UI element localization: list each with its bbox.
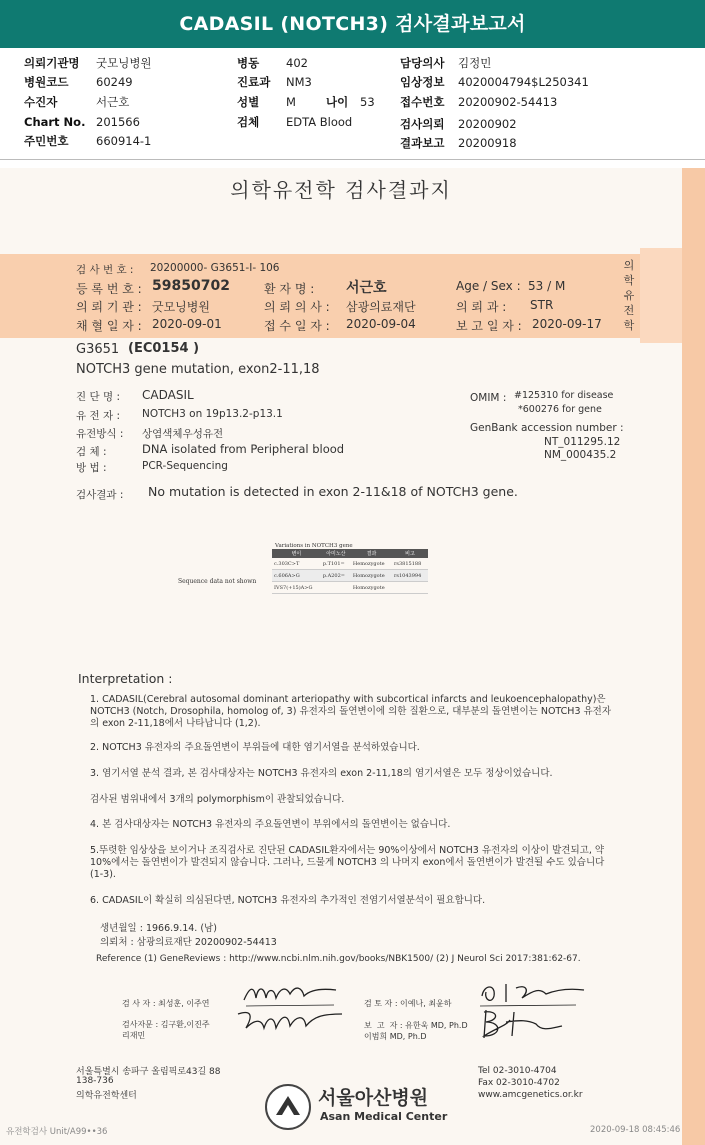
table-row — [272, 582, 428, 594]
table-cell: c.606A>G — [272, 570, 321, 582]
interpretation-item-1: 1. CADASIL(Cerebral autosomal dominant arteriopathy with subcortical infarcts and leukoencephalopathy)은 NOTCH3 (Notch, Drosophila, homolog of, 3) 유전자의 돌연변이에 의한 질환으로, 대부분의 돌연변이는 NOTCH3 유전자의 exon 2-11,18에서 나타납니다 (1,2). — [90, 694, 612, 729]
header-divider — [0, 159, 705, 160]
inheritance-label: 유전방식 : — [76, 428, 124, 440]
value-age: 53 — [360, 95, 375, 109]
label-patient: 수진자 — [24, 95, 58, 109]
report-date-label: 보 고 일 자 : — [456, 319, 522, 333]
label-receipt-no: 접수번호 — [400, 95, 445, 109]
omim-disease: #125310 for disease — [514, 390, 614, 401]
table-cell: c.303C>T — [272, 558, 321, 570]
diagnosis: CADASIL — [142, 388, 194, 402]
test-ec: (EC0154 ) — [128, 341, 200, 356]
label-result-date: 결과보고 — [400, 136, 445, 150]
age-sex-label: Age / Sex : — [456, 279, 521, 293]
variations-header-row — [272, 549, 428, 558]
test-code: G3651 — [76, 342, 120, 357]
collect-date-label: 채 혈 일 자 : — [76, 319, 142, 333]
hospital-name-en: Asan Medical Center — [320, 1110, 448, 1123]
table-cell: rs3815188 — [392, 558, 428, 570]
specimen: DNA isolated from Peripheral blood — [142, 442, 345, 456]
label-ward: 병동 — [237, 56, 260, 70]
value-doctor: 김정민 — [458, 56, 492, 70]
value-request-date: 20200902 — [458, 117, 517, 131]
institution-label: 의 뢰 기 관 : — [76, 300, 142, 314]
interpretation-item-3: 3. 염기서열 분석 결과, 본 검사대상자는 NOTCH3 유전자의 exon 2-11,18의 염기서열은 모두 정상이었습니다. — [90, 768, 553, 779]
gene: NOTCH3 on 19p13.2-p13.1 — [142, 408, 283, 420]
collect-date: 2020-09-01 — [152, 317, 222, 331]
requester-info: 의뢰처 : 삼광의료재단 20200902-54413 — [100, 937, 277, 948]
label-hospital-code: 병원코드 — [24, 75, 69, 89]
value-result-date: 20200918 — [458, 136, 517, 150]
interpretation-item-3-note: 검사된 범위내에서 3개의 polymorphism이 관찰되었습니다. — [90, 794, 345, 805]
value-institution: 굿모닝병원 — [96, 56, 152, 70]
doctor-label: 의 뢰 의 사 : — [264, 300, 330, 314]
website: www.amcgenetics.or.kr — [478, 1090, 583, 1100]
reference: Reference (1) GeneReviews : http://www.ncbi.nlm.nih.gov/books/NBK1500/ (2) J Neurol Sci 2017:381:62-67. — [96, 954, 581, 964]
value-resident-no: 660914-1 — [96, 134, 152, 148]
hospital-logo — [265, 1084, 311, 1130]
age-sex: 53 / M — [528, 279, 566, 293]
table-cell: p.A202= — [321, 570, 351, 582]
doctor-value: 삼광의료재단 — [346, 300, 416, 314]
advisor: 검사자문 : 김구환,이진주 리재민 — [122, 1020, 210, 1040]
result-text: No mutation is detected in exon 2-11&18 of NOTCH3 gene. — [148, 484, 518, 499]
table-row — [272, 558, 428, 570]
variations-table — [272, 549, 428, 594]
variations-col-header: 비고 — [392, 549, 428, 558]
tel: Tel 02-3010-4704 — [478, 1066, 557, 1076]
table-cell: Homozygote — [351, 570, 392, 582]
interpretation-item-4: 4. 본 검사대상자는 NOTCH3 유전자의 주요돌연변이 부위에서의 돌연변이는 없습니다. — [90, 819, 451, 830]
value-patient: 서근호 — [96, 95, 130, 109]
method: PCR-Sequencing — [142, 460, 228, 472]
table-cell — [392, 582, 428, 594]
test-name: NOTCH3 gene mutation, exon2-11,18 — [76, 362, 320, 377]
table-cell: Hemozygote — [351, 558, 392, 570]
value-ward: 402 — [286, 56, 308, 70]
receive-date-label: 접 수 일 자 : — [264, 319, 330, 333]
scanned-report — [0, 168, 705, 1145]
label-institution: 의뢰기관명 — [24, 56, 80, 70]
value-clinical-info: 4020004794$L250341 — [458, 75, 589, 89]
genbank-2: NM_000435.2 — [544, 449, 617, 461]
label-specimen: 검체 — [237, 115, 260, 129]
birth-date: 생년월일 : 1966.9.14. (남) — [100, 923, 217, 934]
value-department: NM3 — [286, 75, 312, 89]
interpretation-title: Interpretation : — [78, 671, 173, 686]
address-line-3: 의학유전학센터 — [76, 1091, 137, 1101]
dept-label: 의 뢰 과 : — [456, 300, 507, 314]
table-cell: p.T101= — [321, 558, 351, 570]
reporter: 보 고 자 : 유한욱 MD, Ph.D 이범희 MD, Ph.D — [364, 1021, 468, 1041]
reporter-signature — [476, 1006, 566, 1042]
institution-value: 굿모닝병원 — [152, 300, 210, 314]
report-title: CADASIL (NOTCH3) 검사결과보고서 — [0, 0, 705, 48]
value-hospital-code: 60249 — [96, 75, 133, 89]
exam-no: 20200000- G3651-I- 106 — [150, 262, 280, 274]
exam-no-label: 검 사 번 호 : — [76, 264, 134, 276]
variations-caption: Variations in NOTCH3 gene — [275, 543, 353, 549]
address-line-2: 138-736 — [76, 1076, 114, 1086]
diagnosis-label: 진 단 명 : — [76, 391, 120, 403]
value-sex: M — [286, 95, 296, 109]
receive-date: 2020-09-04 — [346, 317, 416, 331]
reviewer-signature — [476, 976, 588, 1008]
label-clinical-info: 임상정보 — [400, 75, 445, 89]
advisor-signature — [234, 1006, 346, 1036]
examiner-signature — [240, 976, 340, 1010]
label-request-date: 검사의뢰 — [400, 117, 445, 131]
sequence-note: Sequence data not shown — [178, 578, 257, 585]
value-specimen: EDTA Blood — [286, 115, 353, 129]
reviewer: 검 토 자 : 이예나, 최윤하 — [364, 999, 452, 1008]
interpretation-item-6: 6. CADASIL이 확실히 의심된다면, NOTCH3 유전자의 추가적인 전염기서열분석이 필요합니다. — [90, 895, 486, 906]
vertical-dept-label: 의학유전학 — [623, 259, 635, 332]
inheritance: 상염색체우성유전 — [142, 428, 224, 440]
hospital-logo-icon — [267, 1086, 309, 1128]
label-resident-no: 주민번호 — [24, 134, 69, 148]
variations-col-header: 변이 — [272, 549, 321, 558]
reg-no: 59850702 — [152, 278, 230, 294]
table-cell: Homozygote — [351, 582, 392, 594]
fax: Fax 02-3010-4702 — [478, 1078, 560, 1088]
label-chart-no: Chart No. — [24, 115, 86, 129]
report-date: 2020-09-17 — [532, 317, 602, 331]
print-timestamp: 2020-09-18 08:45:46 — [590, 1125, 681, 1135]
address-line-1: 서울특별시 송파구 올림픽로43길 88 — [76, 1067, 221, 1077]
patient-name-label: 환 자 명 : — [264, 282, 315, 296]
variations-col-header: 결과 — [351, 549, 392, 558]
omim-label: OMIM : — [470, 392, 507, 404]
method-label: 방 법 : — [76, 462, 107, 474]
interpretation-item-2: 2. NOTCH3 유전자의 주요돌연변이 부위들에 대한 염기서열을 분석하였습니다. — [90, 742, 420, 753]
label-doctor: 담당의사 — [400, 56, 445, 70]
form-code: 유전학검사 Unit/A99••36 — [6, 1127, 108, 1137]
table-cell — [321, 582, 351, 594]
value-receipt-no: 20200902-54413 — [458, 95, 558, 109]
label-age: 나이 — [326, 95, 349, 109]
patient-header — [0, 48, 705, 158]
value-chart-no: 201566 — [96, 115, 140, 129]
table-row — [272, 570, 428, 582]
hospital-name-ko: 서울아산병원 — [318, 1087, 429, 1109]
examiner: 검 사 자 : 최성훈, 이주연 — [122, 999, 210, 1008]
label-department: 진료과 — [237, 75, 271, 89]
reg-no-label: 등 록 번 호 : — [76, 282, 142, 296]
specimen-label: 검 체 : — [76, 446, 107, 458]
gene-label: 유 전 자 : — [76, 410, 120, 422]
interpretation-item-5: 5.뚜렷한 임상상을 보이거나 조직검사로 진단된 CADASIL환자에서는 90%이상에서 NOTCH3 유전자의 이상이 발견되고, 약 10%에서는 돌연변이가 발견되지 않습니다. 그러나, 드물게 NOTCH3 의 나머지 exon에서 돌연변이가 발견될 수도 있습니다 (1-3). — [90, 845, 605, 880]
right-edge-stripe — [682, 168, 705, 1145]
patient-info-band-right — [640, 248, 682, 343]
patient-name: 서근호 — [346, 280, 387, 296]
genbank-1: NT_011295.12 — [544, 436, 621, 448]
dept-value: STR — [530, 298, 554, 312]
table-cell: rs1043994 — [392, 570, 428, 582]
label-sex: 성별 — [237, 95, 260, 109]
genbank-label: GenBank accession number : — [470, 422, 624, 434]
table-cell: IVS7(+15)A>G — [272, 582, 321, 594]
result-label: 검사결과 : — [76, 489, 124, 501]
scan-title: 의학유전학 검사결과지 — [230, 178, 452, 202]
variations-col-header: 아미노산 — [321, 549, 351, 558]
omim-gene: *600276 for gene — [518, 404, 602, 415]
